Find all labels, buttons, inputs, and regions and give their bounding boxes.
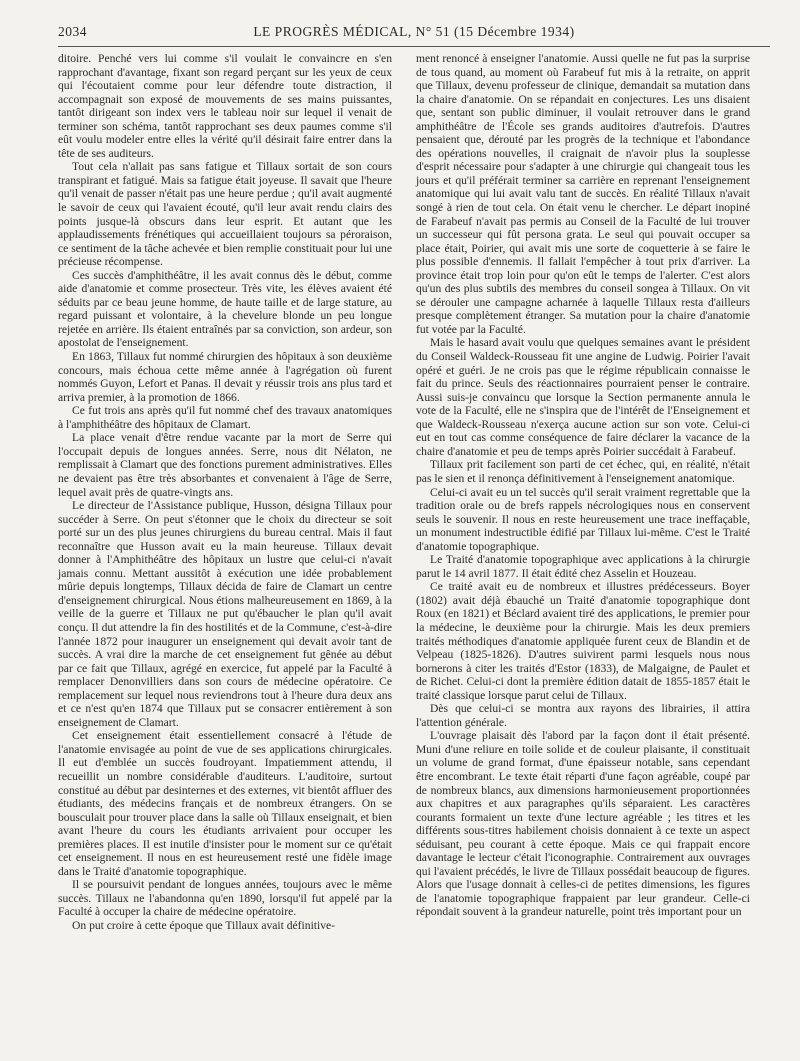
paragraph: Ce fut trois ans après qu'il fut nommé chef des travaux anatomiques à l'amphithéâtre des hôpitaux de Clamart. [58, 404, 392, 431]
paragraph: Le directeur de l'Assistance publique, Husson, désigna Tillaux pour succéder à Serre. On peut s'étonner que le choix du directeur se soit porté sur un des plus jeunes chirurgiens du bureau central. Mais il faut reconnaître que Husson avait eu la main heureuse. Tillaux devait donner à l'Amphithéâtre des hôpitaux un lustre que celui-ci n'avait jamais connu. Mettant aussitôt à exécution une idée probablement mûrie depuis longtemps, Tillaux décida de faire de Clamart un centre d'enseignement chirurgical. Nous étions malheureusement en 1869, à la veille de la guerre et Tillaux ne put qu'ébaucher le plan qu'il avait conçu. Il dut attendre la fin des hostilités et de la Commune, c'est-à-dire l'année 1872 pour inaugurer un enseignement qui devait avoir tant de succès. A vrai dire la marche de cet enseignement fut gênée au début par ce fait que Tillaux, agrégé en exercice, fut appelé par la Faculté à remplacer Denonvilliers dans son cours de médecine opératoire. Ce remplacement sur lequel nous reviendrons tout à l'heure dura deux ans et ce n'est qu'en 1874 que Tillaux put se consacrer entièrement à son enseignement de Clamart. [58, 499, 392, 729]
paragraph: Mais le hasard avait voulu que quelques semaines avant le président du Conseil Waldeck-Rousseau fit une angine de Ludwig. Poirier l'avait opéré et guéri. Je ne crois pas que le régime républicain connaisse le fait du prince. Seuls des réactionnaires pourraient penser le contraire. Aussi suis-je convaincu que lorsque la Section permanente annula le vote de la Faculté, elle ne s'inspira que de l'intérêt de l'Enseignement et que Waldeck-Rousseau n'exerça aucune action sur son vote. Celui-ci eut en tout cas comme conséquence de faire déclarer la vacance de la chaire d'anatomie et peu de temps après Poirier succédait à Farabeuf. [416, 336, 750, 458]
paragraph: On put croire à cette époque que Tillaux avait définitive- [72, 919, 336, 932]
paragraph: Tout cela n'allait pas sans fatigue et Tillaux sortait de son cours transpirant et fatigué. Mais sa fatigue était joyeuse. Il savait que l'heure qu'il venait de passer n'était pas une heure perdue ; qu'il avait augmenté le savoir de ceux qui l'avaient écouté, qu'il leur avait rendu clairs des points jusque-là obscurs dans leur esprit. Et autant que les applaudissements frénétiques qui accueillaient toujours sa péroraison, ce sentiment de la tâche achevée et bien remplie constituait pour lui une précieuse récompense. [58, 160, 392, 269]
paragraph: Celui-ci avait eu un tel succès qu'il serait vraiment regrettable que la tradition orale ou de brefs rappels nécrologiques nous en conservent seuls le souvenir. Il nous en reste heureusement une trace ineffaçable, un monument indestructible édifié par Tillaux lui-même. C'est le Traité d'anatomie topographique. [416, 485, 750, 553]
paragraph: Tillaux prit facilement son parti de cet échec, qui, en réalité, n'était pas le sien et il renonça définitivement à l'enseignement anatomique. [416, 458, 750, 485]
paragraph: Il se poursuivit pendant de longues années, toujours avec le même succès. Tillaux ne l'abandonna qu'en 1890, lorsqu'il fut appelé par la Faculté à occuper la chaire de médecine opératoire. [58, 878, 392, 919]
paragraph: Le Traité d'anatomie topographique avec applications à la chirurgie parut le 14 avril 1877. Il était édité chez Asselin et Houzeau. [416, 553, 750, 580]
left-column [58, 52, 392, 933]
paragraph: La place venait d'être rendue vacante par la mort de Serre qui l'occupait depuis de longues années. Serre, nous dit Nélaton, ne remplissait à Clamart que des fonctions purement administratives. Elles ne devaient pas être très absorbantes et convenaient à l'âge de Serre, lequel avait près de quatre-vingts ans. [58, 431, 392, 499]
page-number: 2034 [58, 24, 87, 39]
paragraph: En 1863, Tillaux fut nommé chirurgien des hôpitaux à son deuxième concours, mais échoua cette même année à l'agrégation où furent nommés Guyon, Lefort et Panas. Il devait y réussir trois ans plus tard et arriva premier, à la promotion de 1866. [58, 350, 392, 404]
paragraph: Cet enseignement était essentiellement consacré à l'étude de l'anatomie envisagée au point de vue de ses applications chirurgicales. Il eut d'emblée un succès foudroyant. Impatiemment attendu, il recueillit un nombre considérable d'auditeurs. L'auditoire, surtout constitué au début par desinternes et des externes, vit bientôt affluer des étudiants, des médecins français et de nombreux étrangers. On se bousculait pour trouver place dans la salle où Tillaux enseignait, et bien avant l'heure du cours les étudiants arrivaient pour occuper les premières places. Il est inutile d'insister pour le moment sur ce qu'était cet enseignement. Il nous en est heureusement resté une fidèle image dans le Traité d'anatomie topographique. [58, 729, 392, 878]
right-column [416, 52, 750, 919]
paragraph: ditoire. Penché vers lui comme s'il voulait le convaincre en s'en rapprochant d'avantage, fixant son regard perçant sur les yeux de ceux qui l'écoutaient comme pour leur défendre toute distraction, il accompagnait son exposé de mouvements de ses mains puissantes, tantôt dirigeant son index vers le tableau noir sur lequel il venait de terminer son schéma, tantôt rapprochant ses deux paumes comme s'il eût voulu modeler entre elles la vérité qu'il désirait faire entrer dans la tête de ses auditeurs. [58, 52, 392, 160]
header-rule [58, 46, 770, 47]
journal-title: LE PROGRÈS MÉDICAL, N° 51 (15 Décembre 1934) [253, 24, 575, 39]
paragraph: Ce traité avait eu de nombreux et illustres prédécesseurs. Boyer (1802) avait déjà ébauché un Traité d'anatomie topographique dont Roux (en 1821) et Béclard avaient tiré des applications, le premier pour la médecine, le deuxième pour la chirurgie. Mais les deux premiers traités méthodiques d'anatomie appliquée furent ceux de Blandin et de Velpeau (1825-1826). D'autres suivirent parmi lesquels nous nous bornerons à citer les traités d'Estor (1833), de Malgaigne, de Paulet et de Richet. Celui-ci dont la première édition datait de 1855-1857 était le traité classique lorsque parut celui de Tillaux. [416, 580, 750, 702]
paragraph: Ces succès d'amphithéâtre, il les avait connus dès le début, comme aide d'anatomie et comme prosecteur. Très vite, les élèves avaient été séduits par ce beau jeune homme, de haute taille et de large stature, au regard puissant et volontaire, à la chevelure blonde un peu longue rejetée en arrière. Ils étaient entraînés par sa conviction, son ardeur, son apostolat de l'enseignement. [58, 268, 392, 350]
paragraph: Dès que celui-ci se montra aux rayons des librairies, il attira l'attention générale. [416, 702, 750, 729]
paragraph: L'ouvrage plaisait dès l'abord par la façon dont il était présenté. Muni d'une reliure en toile solide et de couleur plaisante, il constituait un volume de grand format, d'une épaisseur notable, sans cependant être encombrant. Le texte était réparti d'une façon agréable, coupé par de nombreux blancs, aux dimensions harmonieusement proportionnées aux chapitres et aux paragraphes qu'ils séparaient. Les caractères courants formaient un texte d'une lecture agréable ; les titres et les différents sous-titres habilement choisis donnaient à ce texte un aspect séduisant, peu courant à cette époque. Mais ce qui frappait encore davantage le lecteur c'était l'iconographie. Contrairement aux ouvrages qui l'avaient précédés, le livre de Tillaux possédait beaucoup de figures. Alors que l'usage donnait à celles-ci de petites dimensions, les figures de l'anatomie topographique frappaient par leur grandeur. Celle-ci répondait souvent à la grandeur naturelle, point très important pour un [416, 729, 750, 919]
paragraph: ment renoncé à enseigner l'anatomie. Aussi quelle ne fut pas la surprise de tous quand, au moment où Farabeuf fut mis à la retraite, on apprit que Tillaux, devenu professeur de clinique, demandait sa mutation dans la chaire d'anatomie. On se répandait en conjectures. Les uns disaient que, sentant son public diminuer, il voulait retrouver dans le grand amphithéâtre de l'École ses grands auditoires d'autrefois. D'autres pensaient que, dérouté par les progrès de la technique et l'abondance des opérations nouvelles, il craignait de n'avoir plus la souplesse d'esprit nécessaire pour s'adapter à une chirurgie qui changeait tous les jours et qu'il préférait terminer sa carrière en reprenant l'enseignement anatomique qui lui avait valu tant de succès. En réalité Tillaux n'avait songé à rien de tout cela. On était venu le chercher. Le départ inopiné de Farabeuf n'avait pas permis au Conseil de la Faculté de lui trouver un successeur qui fût persona grata. Le seul qui pouvait occuper sa place était, Poirier, qui avait mis une sorte de coquetterie à se faire le plus possible d'ennemis. Il fallait l'empêcher à tout prix d'arriver. La province était trop loin pour qu'on eût le temps de l'alerter. C'est alors qu'un des plus subtils des membres du conseil songea à Tillaux. On vit se dérouler une campagne acharnée à laquelle Tillaux resta d'ailleurs presque complètement étranger. Sa mutation pour la chaire d'anatomie fut votée par la Faculté. [416, 52, 750, 336]
